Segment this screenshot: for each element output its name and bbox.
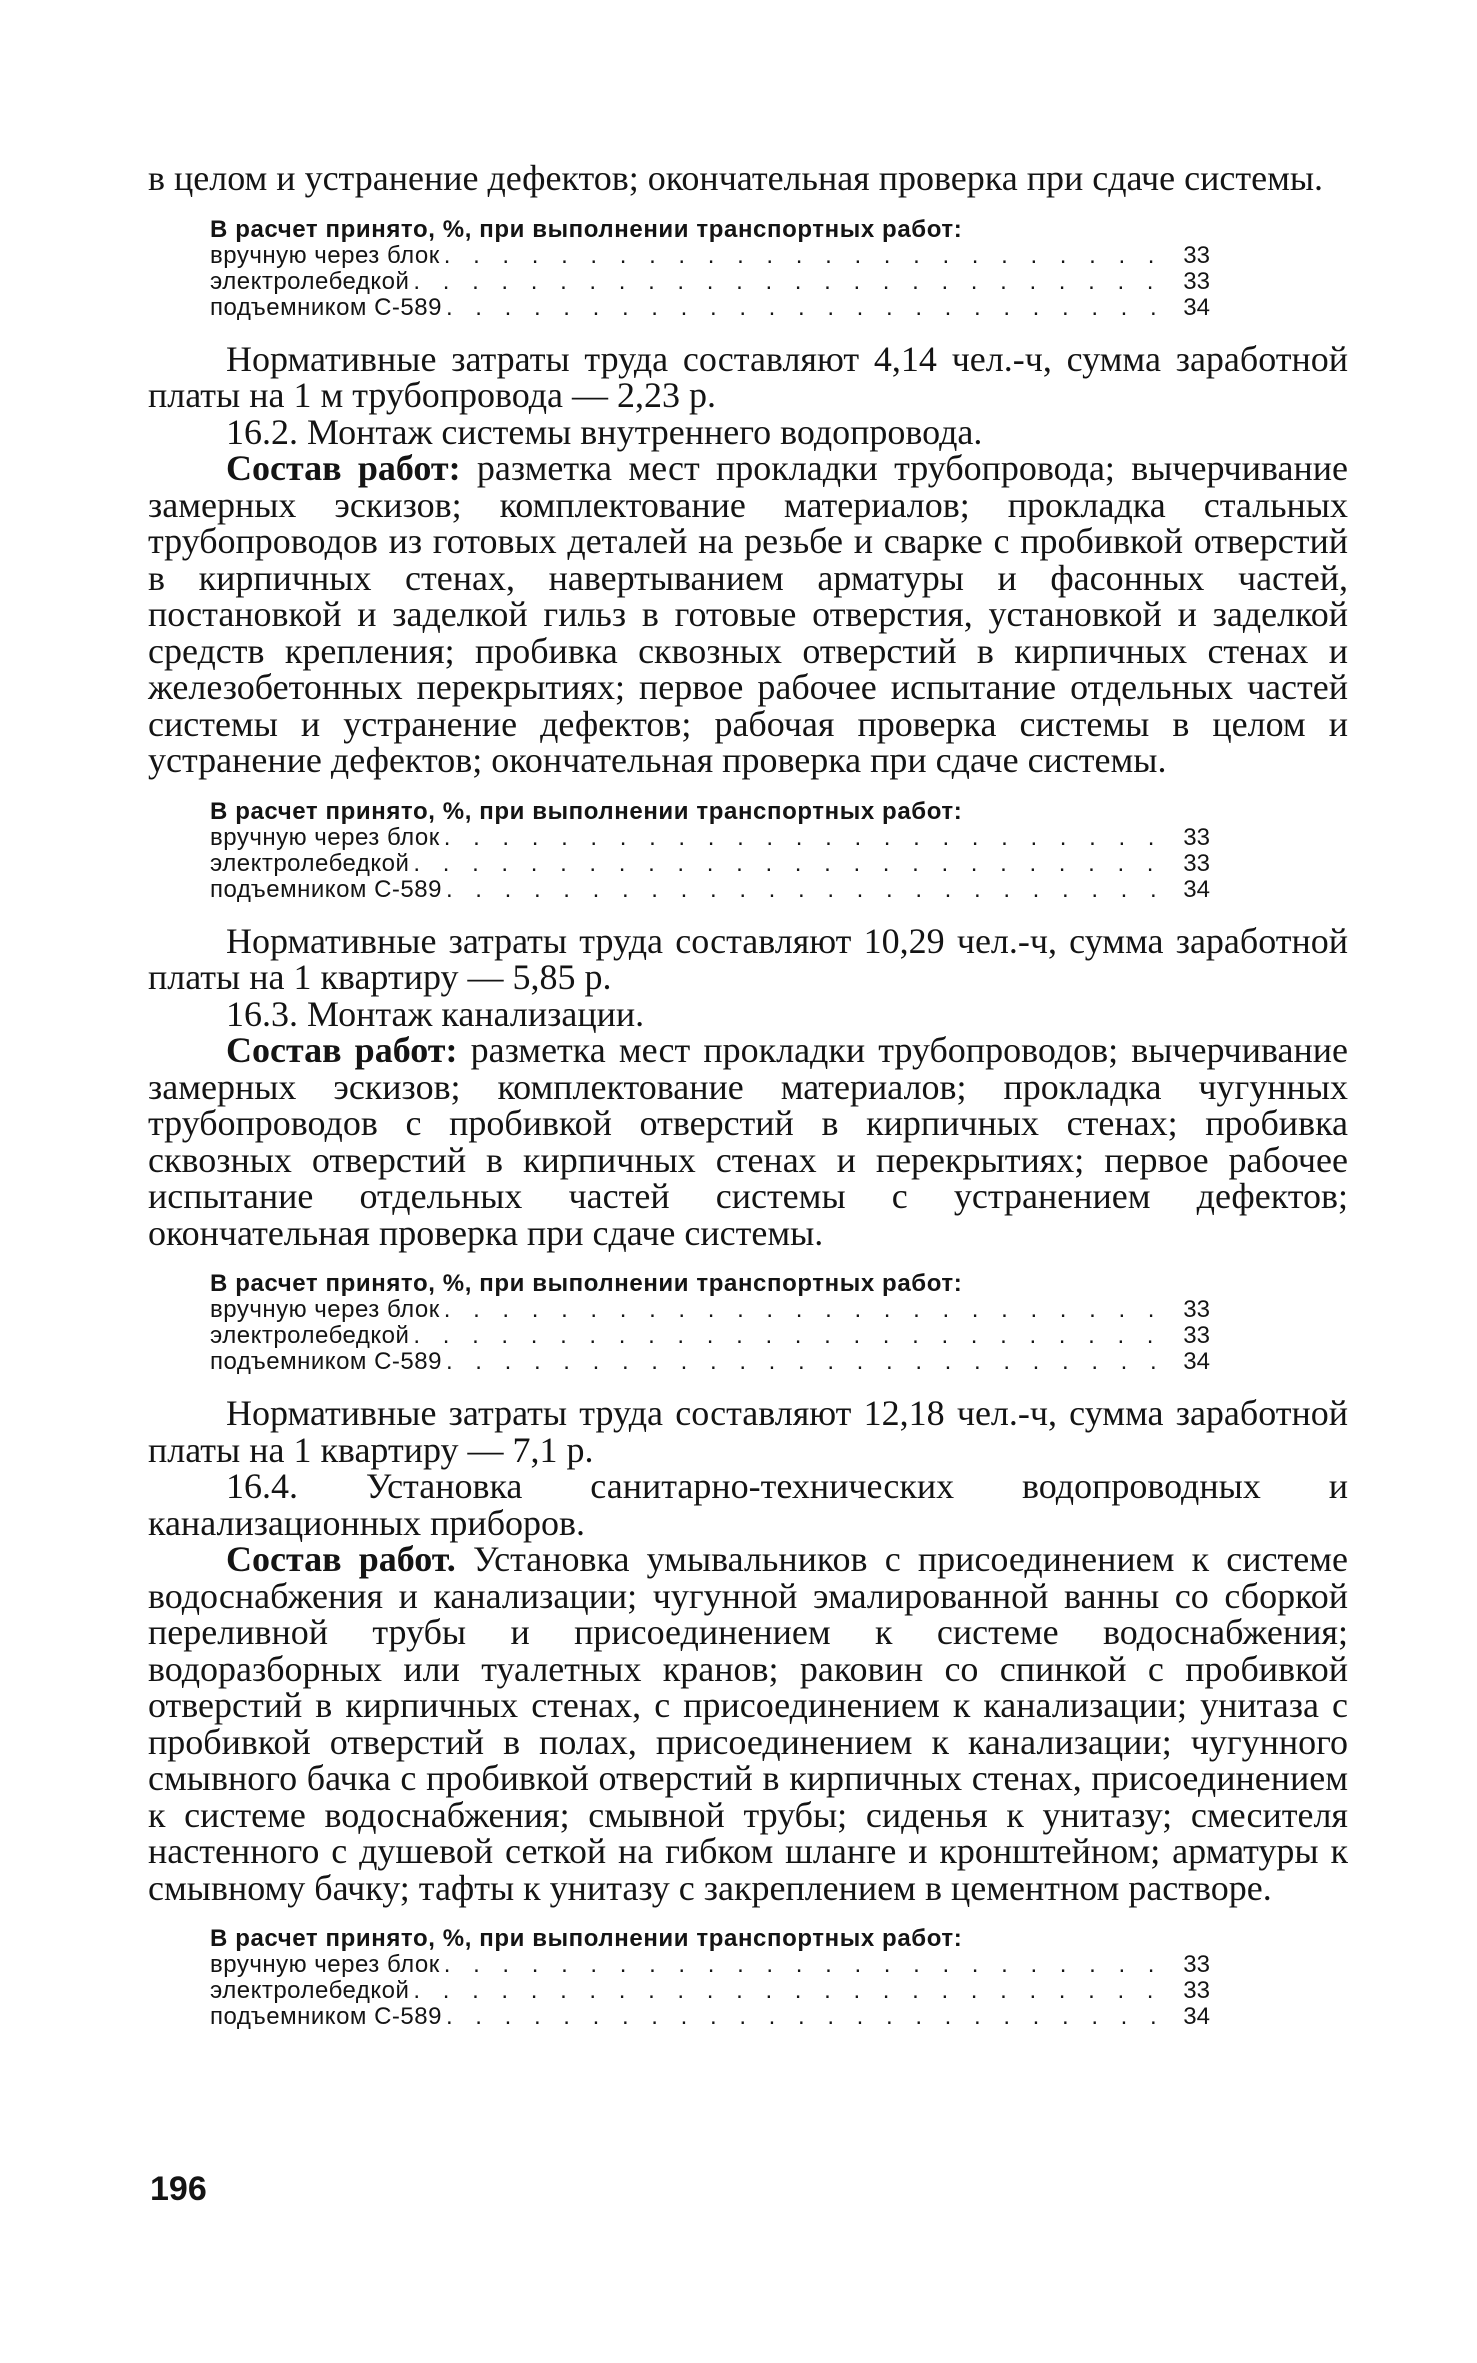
- calc-row-label: вручную через блок: [210, 1951, 440, 1978]
- composition-label: Состав работ:: [226, 1030, 458, 1070]
- calc-row: [210, 1952, 1210, 1978]
- calc-row-label: вручную через блок: [210, 823, 440, 851]
- transport-calc-table: [148, 1926, 1210, 2030]
- calc-row-value: 34: [1183, 293, 1210, 321]
- norm-paragraph: Нормативные затраты труда составляют 12,18 чел.-ч, сумма заработной платы на 1 квартиру — 7,1 р.: [148, 1393, 1348, 1470]
- calc-row-value: 34: [1183, 1348, 1210, 1375]
- composition-text: разметка мест прокладки трубопровода; вычерчивание замерных эскизов; комплектование материалов; прокладка стальных трубопроводов из готовых деталей на резьбе и сварке с пробивкой отверстий в кирпичных стенах, навертыванием арматуры и фасонных частей, постановкой и заделкой гильз в готовые отверстия, установкой и заделкой средств крепления; пробивка сквозных отверстий в кирпичных стенах и железобетонных перекрытиях; первое рабочее испытание отдельных частей системы и устранение дефектов; рабочая проверка системы в целом и устранение дефектов; окончательная проверка при сдаче системы.: [148, 448, 1348, 780]
- composition-paragraph: [148, 1032, 1348, 1251]
- dot-leader: [444, 1952, 1170, 1978]
- calc-row-label: вручную через блок: [210, 241, 440, 269]
- calc-row: [210, 295, 1210, 321]
- calc-row-value: 33: [1183, 1977, 1210, 2004]
- calc-header: В расчет принято, %, при выполнении транспортных работ:: [210, 797, 963, 825]
- calc-row-value: 33: [1183, 241, 1210, 269]
- calc-row: [210, 825, 1210, 851]
- calc-row-value: 33: [1183, 1296, 1210, 1323]
- transport-calc-table: [148, 799, 1210, 903]
- calc-row-value: 34: [1183, 875, 1210, 903]
- calc-row: [210, 851, 1210, 877]
- calc-row-label: подъемником С-589: [210, 875, 442, 903]
- calc-row-label: вручную через блок: [210, 1296, 440, 1323]
- calc-row-label: электролебедкой: [210, 849, 410, 877]
- page-number: 196: [150, 2170, 207, 2208]
- calc-header: В расчет принято, %, при выполнении транспортных работ:: [210, 1925, 963, 1952]
- transport-calc-table: [148, 1271, 1210, 1375]
- calc-row-value: 34: [1183, 2003, 1210, 2030]
- composition-label: Состав работ.: [226, 1539, 456, 1579]
- norm-paragraph: Нормативные затраты труда составляют 10,29 чел.-ч, сумма заработной платы на 1 квартиру — 5,85 р.: [148, 920, 1348, 997]
- dot-leader: [446, 877, 1170, 903]
- calc-row-value: 33: [1183, 823, 1210, 851]
- section-heading: 16.3. Монтаж канализации.: [226, 993, 645, 1034]
- composition-paragraph: [148, 1541, 1348, 1906]
- dot-leader: [446, 2004, 1170, 2030]
- section-heading: 16.4. Установка санитарно-технических водопроводных и канализационных приборов.: [148, 1466, 1348, 1543]
- dot-leader: [446, 1349, 1170, 1375]
- calc-row: [210, 877, 1210, 903]
- dot-leader: [444, 1297, 1170, 1323]
- calc-row: [210, 2004, 1210, 2030]
- calc-row: [210, 1297, 1210, 1323]
- calc-row-label: электролебедкой: [210, 267, 410, 295]
- calc-row-value: 33: [1183, 1322, 1210, 1349]
- calc-header: В расчет принято, %, при выполнении транспортных работ:: [210, 1270, 963, 1297]
- dot-leader: [413, 1978, 1170, 2004]
- calc-row-label: подъемником С-589: [210, 293, 442, 321]
- calc-row-value: 33: [1183, 849, 1210, 877]
- dot-leader: [444, 825, 1170, 851]
- calc-header: В расчет принято, %, при выполнении транспортных работ:: [210, 215, 963, 243]
- dot-leader: [413, 269, 1170, 295]
- calc-row: [210, 1323, 1210, 1349]
- composition-paragraph: [148, 450, 1348, 779]
- document-page: [148, 160, 1348, 2050]
- dot-leader: [413, 851, 1170, 877]
- composition-text: Установка умывальников с присоединением к системе водоснабжения и канализации; чугунной эмалированной ванны со сборкой переливной трубы и присоединением к системе водоснабжения; водоразборных или туалетных кранов; раковин со спинкой с пробивкой отверстий в кирпичных стенах, с присоединением к канализации; унитаза с пробивкой отверстий в полах, присоединением к канализации; чугунного смывного бачка с пробивкой отверстий в кирпичных стенах, присоединением к системе водоснабжения; смывной трубы; сиденья к унитазу; смесителя настенного с душевой сеткой на гибком шланге и кронштейном; арматуры к смывному бачку; тафты к унитазу с закреплением в цементном растворе.: [148, 1539, 1348, 1908]
- calc-row-label: электролебедкой: [210, 1977, 410, 2004]
- dot-leader: [446, 295, 1170, 321]
- calc-row-label: подъемником С-589: [210, 1348, 442, 1375]
- intro-paragraph: в целом и устранение дефектов; окончательная проверка при сдаче системы.: [148, 158, 1324, 198]
- calc-row-value: 33: [1183, 1951, 1210, 1978]
- calc-row: [210, 1978, 1210, 2004]
- calc-row: [210, 1349, 1210, 1375]
- calc-row-label: подъемником С-589: [210, 2003, 442, 2030]
- calc-row-label: электролебедкой: [210, 1322, 410, 1349]
- calc-row-value: 33: [1183, 267, 1210, 295]
- composition-text: разметка мест прокладки трубопроводов; вычерчивание замерных эскизов; комплектование материалов; прокладка чугунных трубопроводов с пробивкой отверстий в кирпичных стенах; пробивка сквозных отверстий в кирпичных стенах и перекрытиях; первое рабочее испытание отдельных частей системы с устранением дефектов; окончательная проверка при сдаче системы.: [148, 1030, 1349, 1253]
- transport-calc-table: [148, 217, 1210, 321]
- composition-label: Состав работ:: [226, 448, 461, 488]
- section-heading: 16.2. Монтаж системы внутреннего водопровода.: [226, 411, 983, 452]
- dot-leader: [444, 243, 1170, 269]
- calc-row: [210, 243, 1210, 269]
- norm-paragraph: Нормативные затраты труда составляют 4,14 чел.-ч, сумма заработной платы на 1 м трубопровода — 2,23 р.: [148, 338, 1348, 415]
- dot-leader: [413, 1323, 1170, 1349]
- calc-row: [210, 269, 1210, 295]
